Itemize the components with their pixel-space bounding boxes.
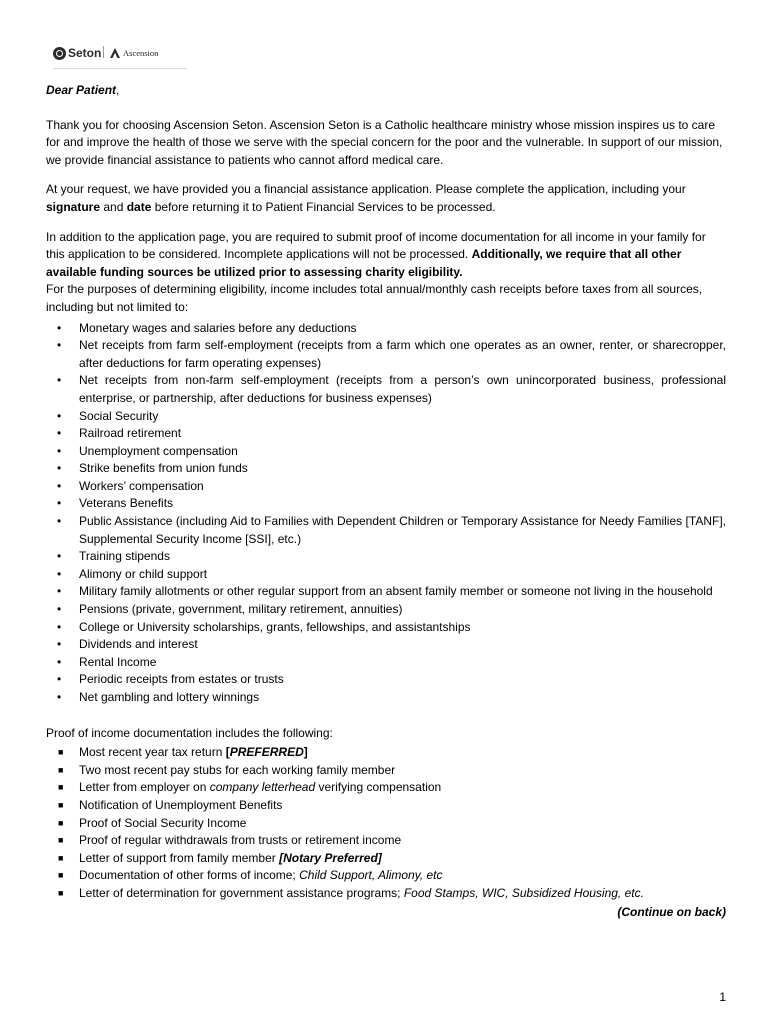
- eligibility-paragraph: For the purposes of determining eligibility, income includes total annual/monthly cash receipts before taxes from all sources, including but not limited to:: [46, 282, 703, 314]
- requirement-paragraph: In addition to the application page, you are required to submit proof of income documentation for all income in your family for this application to be considered. Incomplete applications will not be processed. Additionally, we require that all other available funding sources be utilized prior to assessing charity eligibility.: [46, 229, 706, 279]
- list-item: • Military family allotments or other regular support from an absent family member or someone not living in the household: [57, 584, 713, 599]
- seton-mark-icon: [53, 47, 66, 60]
- list-item: • Veterans Benefits: [57, 496, 174, 511]
- letter-body: [46, 82, 726, 921]
- proof-heading: Proof of income documentation includes the following:: [46, 725, 333, 740]
- list-item: • Monetary wages and salaries before any deductions: [57, 320, 357, 335]
- list-item: • Rental Income: [57, 654, 157, 669]
- list-item: ■ Proof of Social Security Income: [58, 815, 247, 830]
- salutation: Dear Patient,: [46, 83, 120, 97]
- list-item: ■ Documentation of other forms of income; Child Support, Alimony, etc: [58, 868, 443, 883]
- proof-documents-list: [46, 744, 726, 902]
- list-item: • Net receipts from farm self-employment (receipts from a farm which one operates as an owner, renter, or sharecropper, after deductions for farm operating expenses): [57, 338, 726, 370]
- list-item: • Training stipends: [57, 549, 170, 564]
- continue-note: (Continue on back): [617, 904, 726, 919]
- list-item: • Dividends and interest: [57, 637, 198, 652]
- list-item: • Pensions (private, government, military retirement, annuities): [57, 602, 403, 617]
- list-item: • College or University scholarships, grants, fellowships, and assistantships: [57, 619, 471, 634]
- list-item: • Periodic receipts from estates or trusts: [57, 672, 284, 687]
- list-item: ■ Letter of support from family member [Notary Preferred]: [58, 850, 382, 865]
- list-item: ■ Letter of determination for government assistance programs; Food Stamps, WIC, Subsidized Housing, etc.: [58, 885, 644, 900]
- list-item: • Social Security: [57, 408, 159, 423]
- list-item: • Public Assistance (including Aid to Families with Dependent Children or Temporary Assistance for Needy Families [TANF], Supplemental Security Income [SSI], etc.): [57, 514, 726, 546]
- list-item: • Net receipts from non-farm self-employment (receipts from a person’s own unincorporated business, professional enterprise, or partnership, after deductions for business expenses): [57, 373, 726, 405]
- list-item: • Strike benefits from union funds: [57, 461, 248, 476]
- seton-logo: [53, 44, 101, 62]
- list-item: ■ Most recent year tax return [PREFERRED]: [58, 745, 308, 760]
- list-item: • Railroad retirement: [57, 426, 182, 441]
- ascension-mark-icon: [109, 47, 121, 59]
- ascension-logo-text: Ascension: [123, 48, 159, 58]
- logo-divider: [103, 46, 104, 58]
- list-item: • Unemployment compensation: [57, 443, 238, 458]
- list-item: ■ Two most recent pay stubs for each working family member: [58, 762, 396, 777]
- page-number: 1: [719, 990, 726, 1004]
- seton-logo-text: Seton: [68, 46, 102, 60]
- ascension-logo: [109, 44, 158, 62]
- request-paragraph: At your request, we have provided you a financial assistance application. Please complete the application, including your signature and date before returning it to Patient Financial Services to be processed.: [46, 182, 686, 214]
- list-item: ■ Proof of regular withdrawals from trusts or retirement income: [58, 833, 402, 848]
- intro-paragraph: Thank you for choosing Ascension Seton. Ascension Seton is a Catholic healthcare ministry whose mission inspires us to care for and improve the health of those we serve with the special concern for the poor and the vulnerable. In support of our mission, we provide financial assistance to patients who cannot afford medical care.: [46, 117, 723, 167]
- logo-header: [53, 40, 187, 69]
- list-item: • Workers’ compensation: [57, 478, 204, 493]
- list-item: • Alimony or child support: [57, 566, 208, 581]
- list-item: • Net gambling and lottery winnings: [57, 690, 260, 704]
- list-item: ■ Letter from employer on company letterhead verifying compensation: [58, 780, 442, 795]
- list-item: ■ Notification of Unemployment Benefits: [58, 797, 283, 812]
- income-sources-list: [46, 320, 726, 707]
